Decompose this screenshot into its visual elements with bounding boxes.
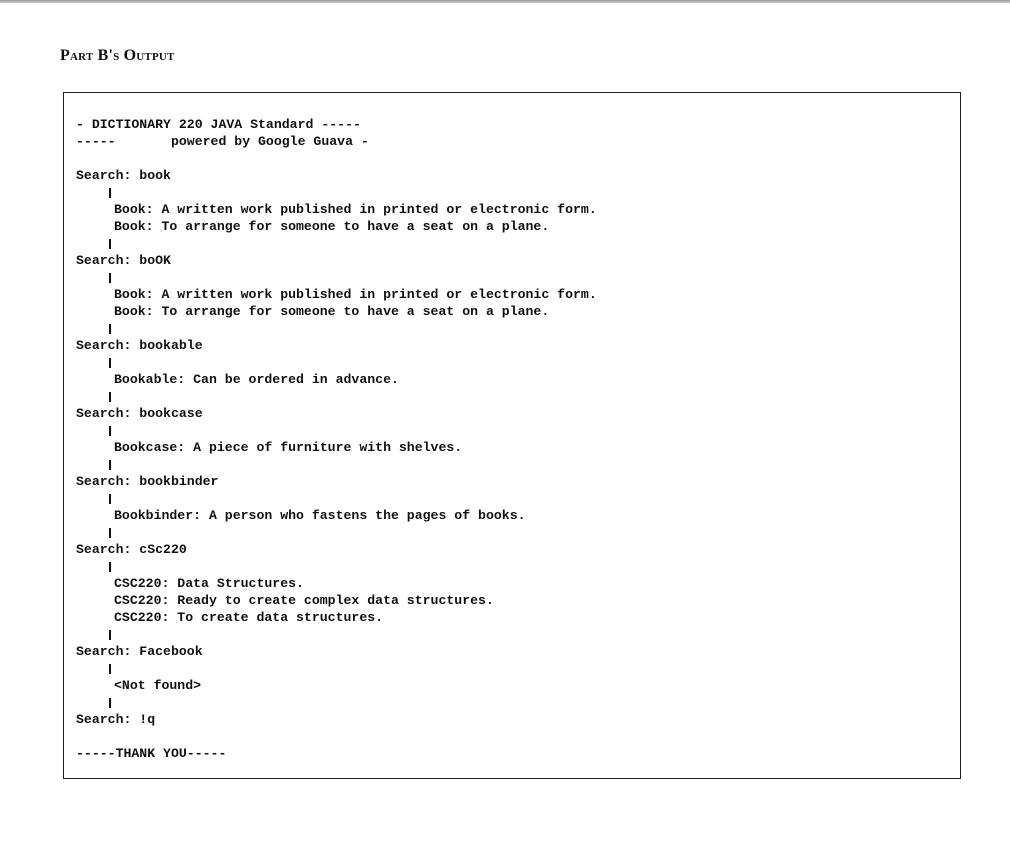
console-output <box>76 116 597 762</box>
pipe-separator <box>76 660 597 677</box>
search-result: Book: To arrange for someone to have a seat on a plane. <box>114 219 550 234</box>
section-heading: Part B's Output <box>60 47 175 64</box>
pipe-separator <box>76 269 597 286</box>
search-result: Bookable: Can be ordered in advance. <box>114 372 399 387</box>
pipe-separator <box>76 422 597 439</box>
search-prompt: Search: book <box>76 168 171 183</box>
search-prompt: Search: Facebook <box>76 644 203 659</box>
search-prompt: Search: bookbinder <box>76 474 219 489</box>
pipe-separator <box>76 184 597 201</box>
pipe-separator <box>76 490 597 507</box>
search-result: Book: A written work published in printed or electronic form. <box>114 287 597 302</box>
pipe-separator <box>76 235 597 252</box>
search-result: <Not found> <box>114 678 202 693</box>
search-result: Book: A written work published in printed or electronic form. <box>114 202 597 217</box>
search-result: CSC220: To create data structures. <box>114 610 384 625</box>
blank-line <box>76 150 597 167</box>
blank-line <box>76 728 597 745</box>
page-top-border <box>0 0 1010 3</box>
search-prompt: Search: cSc220 <box>76 542 187 557</box>
farewell-line: -----THANK YOU----- <box>76 746 227 761</box>
final-search-prompt: Search: !q <box>76 712 156 727</box>
search-prompt: Search: boOK <box>76 253 171 268</box>
pipe-separator <box>76 626 597 643</box>
search-blocks <box>76 167 597 711</box>
pipe-separator <box>76 320 597 337</box>
search-result: CSC220: Ready to create complex data structures. <box>114 593 494 608</box>
pipe-separator <box>76 694 597 711</box>
search-prompt: Search: bookcase <box>76 406 203 421</box>
pipe-separator <box>76 388 597 405</box>
banner-line-1: - DICTIONARY 220 JAVA Standard ----- <box>76 117 361 132</box>
pipe-separator <box>76 558 597 575</box>
search-result: Bookbinder: A person who fastens the pages of books. <box>114 508 526 523</box>
pipe-separator <box>76 456 597 473</box>
pipe-separator <box>76 524 597 541</box>
search-prompt: Search: bookable <box>76 338 203 353</box>
search-result: CSC220: Data Structures. <box>114 576 304 591</box>
search-result: Bookcase: A piece of furniture with shelves. <box>114 440 463 455</box>
search-result: Book: To arrange for someone to have a seat on a plane. <box>114 304 550 319</box>
banner-line-2: ----- powered by Google Guava - <box>76 134 369 149</box>
pipe-separator <box>76 354 597 371</box>
